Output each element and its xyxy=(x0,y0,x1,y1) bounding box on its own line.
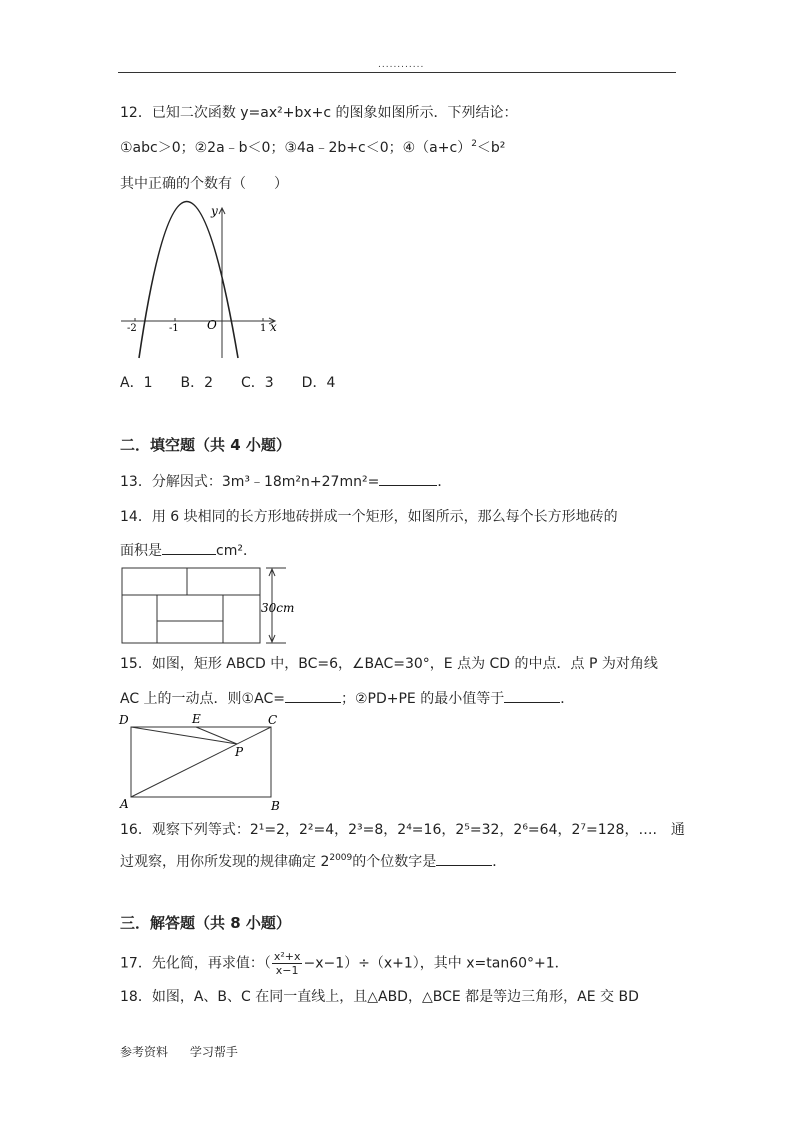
q16-exponent: 2009 xyxy=(329,853,353,863)
q16-part-c: ． xyxy=(492,854,507,870)
q14-prefix: 面积是 xyxy=(120,543,162,559)
dimension-label: 30cm xyxy=(261,601,295,615)
q16-answer-blank[interactable] xyxy=(436,851,492,866)
rectangle-abcd-figure xyxy=(115,710,290,812)
q17-denominator: x−1 xyxy=(275,964,299,977)
graph-tick-label: -2 xyxy=(127,323,137,334)
q16-part-b: 的个位数字是 xyxy=(352,854,437,870)
q15-answer-blank-2[interactable] xyxy=(504,688,560,703)
q15-line1: 15．如图，矩形 ABCD 中，BC=6，∠BAC=30°，E 点为 CD 的中点．点 P 为对角线 xyxy=(120,656,658,672)
q16-line1: 16．观察下列等式：2¹=2，2²=4，2³=8，2⁴=16，2⁵=32，2⁶=64，2⁷=128，…. 通 xyxy=(120,822,685,838)
label-e: E xyxy=(192,712,201,726)
footer-left: 参考资料 xyxy=(120,1045,169,1059)
q17-fraction xyxy=(272,950,303,977)
q16-line2 xyxy=(120,851,506,872)
section-3-title: 三．解答题（共 8 小题） xyxy=(120,914,291,932)
q13-prefix: 13．分解因式：3m³﹣18m²n+27mn²= xyxy=(120,474,380,490)
q14-line1: 14．用 6 块相同的长方形地砖拼成一个矩形，如图所示，那么每个长方形地砖的 xyxy=(120,509,618,525)
graph-origin-label: O xyxy=(207,318,217,332)
label-d: D xyxy=(119,713,129,727)
q15-part-c: ． xyxy=(560,691,575,707)
graph-y-label: y xyxy=(211,204,218,218)
q12-conclusions-a: ①abc＞0；②2a﹣b＜0；③4a﹣2b+c＜0；④（a+c） xyxy=(120,140,472,156)
q17 xyxy=(120,950,569,977)
q14-suffix: cm²． xyxy=(216,543,257,559)
section-2-title: 二．填空题（共 4 小题） xyxy=(120,436,291,454)
q18-line1: 18．如图，A、B、C 在同一直线上，且△ABD，△BCE 都是等边三角形，AE 交 BD xyxy=(120,989,639,1005)
label-c: C xyxy=(268,713,278,727)
tiles-figure xyxy=(120,565,305,647)
graph-x-label: x xyxy=(270,320,277,334)
q15-answer-blank-1[interactable] xyxy=(285,688,341,703)
q17-minus: −x−1 xyxy=(303,955,345,972)
q12-conclusions-b: ＜b² xyxy=(476,140,506,156)
q12-ask: 其中正确的个数有（ ） xyxy=(120,176,288,192)
footer xyxy=(120,1043,256,1060)
header-rule xyxy=(118,72,676,73)
header-dots: ............ xyxy=(378,60,425,70)
q15-part-b: ；②PD+PE 的最小值等于 xyxy=(340,691,505,707)
q12-conclusions-exp: 2 xyxy=(471,139,477,149)
parabola-graph xyxy=(115,200,285,362)
q13-suffix: ． xyxy=(437,474,452,490)
label-p: P xyxy=(235,745,244,759)
q17-numerator: x²+x xyxy=(273,950,301,963)
q14-line2 xyxy=(120,540,257,561)
q15-line2 xyxy=(120,688,574,709)
footer-right: 学习帮手 xyxy=(189,1045,238,1059)
q16-part-a: 过观察，用你所发现的规律确定 2 xyxy=(120,854,330,870)
q17-prefix: 17．先化简，再求值：（ xyxy=(120,955,271,972)
label-a: A xyxy=(120,797,129,811)
q17-suffix: ）÷（x+1），其中 x=tan60°+1． xyxy=(344,955,569,972)
graph-tick-label: -1 xyxy=(169,323,179,334)
q12-stem: 12．已知二次函数 y=ax²+bx+c 的图象如图所示．下列结论： xyxy=(120,105,518,121)
q12-options: A．1 B．2 C．3 D．4 xyxy=(120,375,336,391)
label-b: B xyxy=(271,799,280,812)
q13-answer-blank[interactable] xyxy=(379,471,437,486)
graph-tick-label: 1 xyxy=(260,323,267,334)
q12-conclusions xyxy=(120,138,505,158)
q15-part-a: AC 上的一动点．则①AC= xyxy=(120,691,285,707)
q13 xyxy=(120,471,451,492)
q14-answer-blank[interactable] xyxy=(162,540,216,555)
